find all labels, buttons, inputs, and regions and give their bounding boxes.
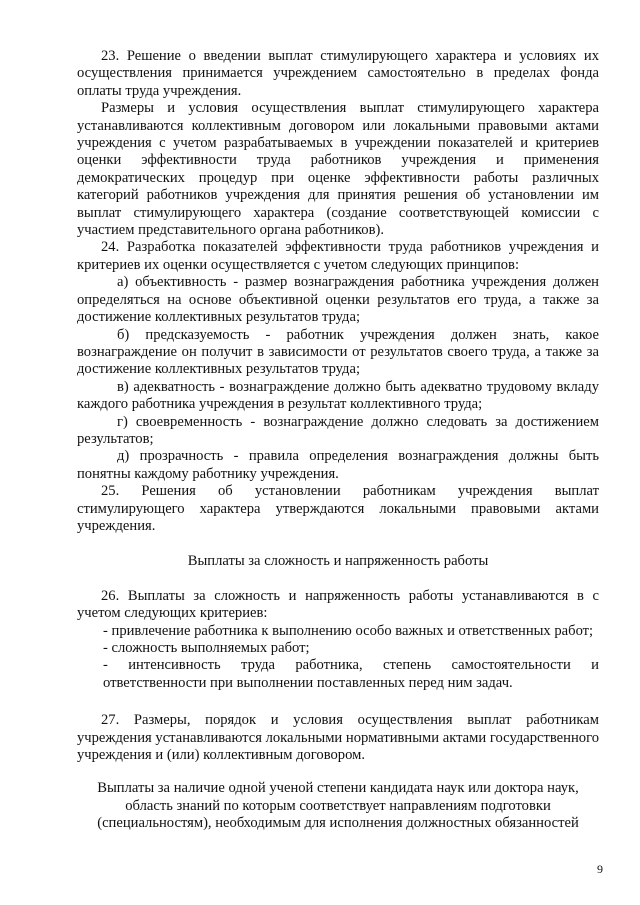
paragraph-24: 24. Разработка показателей эффективности труда работников учреждения и критериев их оценки осуществляется с учетом следующих принципов: [77,239,599,273]
paragraph-23-sizes: Размеры и условия осуществления выплат стимулирующего характера устанавливаются коллективным договором или локальными правовыми актами учреждения с учетом разрабатываемых в учреждении показателей и критериев оценки эффективности труда работников учреждения и применения демократических процедур при оценке эффективности работы различных категорий работников учреждения для принятия решения об установлении им выплат стимулирующего характера (создание соответствующей комиссии с участием представительного органа работников). [77,100,599,239]
section-heading-academic-degree: Выплаты за наличие одной ученой степени кандидата наук или доктора наук, область знаний по которым соответствует направлениям подготовки (специальностям), необходимым для исполнения должностных обязанностей [97,780,579,832]
paragraph-24-a: а) объективность - размер вознаграждения работника учреждения должен определяться на основе объективной оценки результатов его труда, а также за достижение коллективных результатов труда; [77,274,599,326]
paragraph-27: 27. Размеры, порядок и условия осуществления выплат работникам учреждения устанавливаются локальными нормативными актами государственного учреждения и (или) коллективным договором. [77,712,599,764]
paragraph-26: 26. Выплаты за сложность и напряженность работы устанавливаются в с учетом следующих критериев: [77,587,599,622]
page-number: 9 [597,862,603,876]
criteria-item-important-work: - привлечение работника к выполнению особо важных и ответственных работ; [103,622,594,639]
paragraph-24-d: г) своевременность - вознаграждение должно следовать за достижением результатов; [77,413,599,447]
section-heading-complexity: Выплаты за сложность и напряженность работы [187,553,489,570]
paragraph-24-e: д) прозрачность - правила определения вознаграждения должны быть понятны каждому работнику учреждения. [77,448,599,482]
paragraph-23: 23. Решение о введении выплат стимулирующего характера и условиях их осуществления принимается учреждением самостоятельно в пределах фонда оплаты труда учреждения. [77,48,599,99]
paragraph-24-c: в) адекватность - вознаграждение должно быть адекватно трудовому вкладу каждого работника учреждения в результат коллективного труда; [77,378,599,413]
document-body [77,48,599,833]
paragraph-25: 25. Решения об установлении работникам учреждения выплат стимулирующего характера утверждаются локальными правовыми актами учреждения. [77,483,599,534]
criteria-item-complexity: - сложность выполняемых работ; [103,640,310,656]
criteria-item-intensity: - интенсивность труда работника, степень самостоятельности и ответственности при выполнении поставленных перед ним задач. [103,657,599,691]
paragraph-24-b: б) предсказуемость - работник учреждения должен знать, какое вознаграждение он получит в зависимости от результатов своего труда, а также за достижение коллективных результатов труда; [77,326,599,378]
